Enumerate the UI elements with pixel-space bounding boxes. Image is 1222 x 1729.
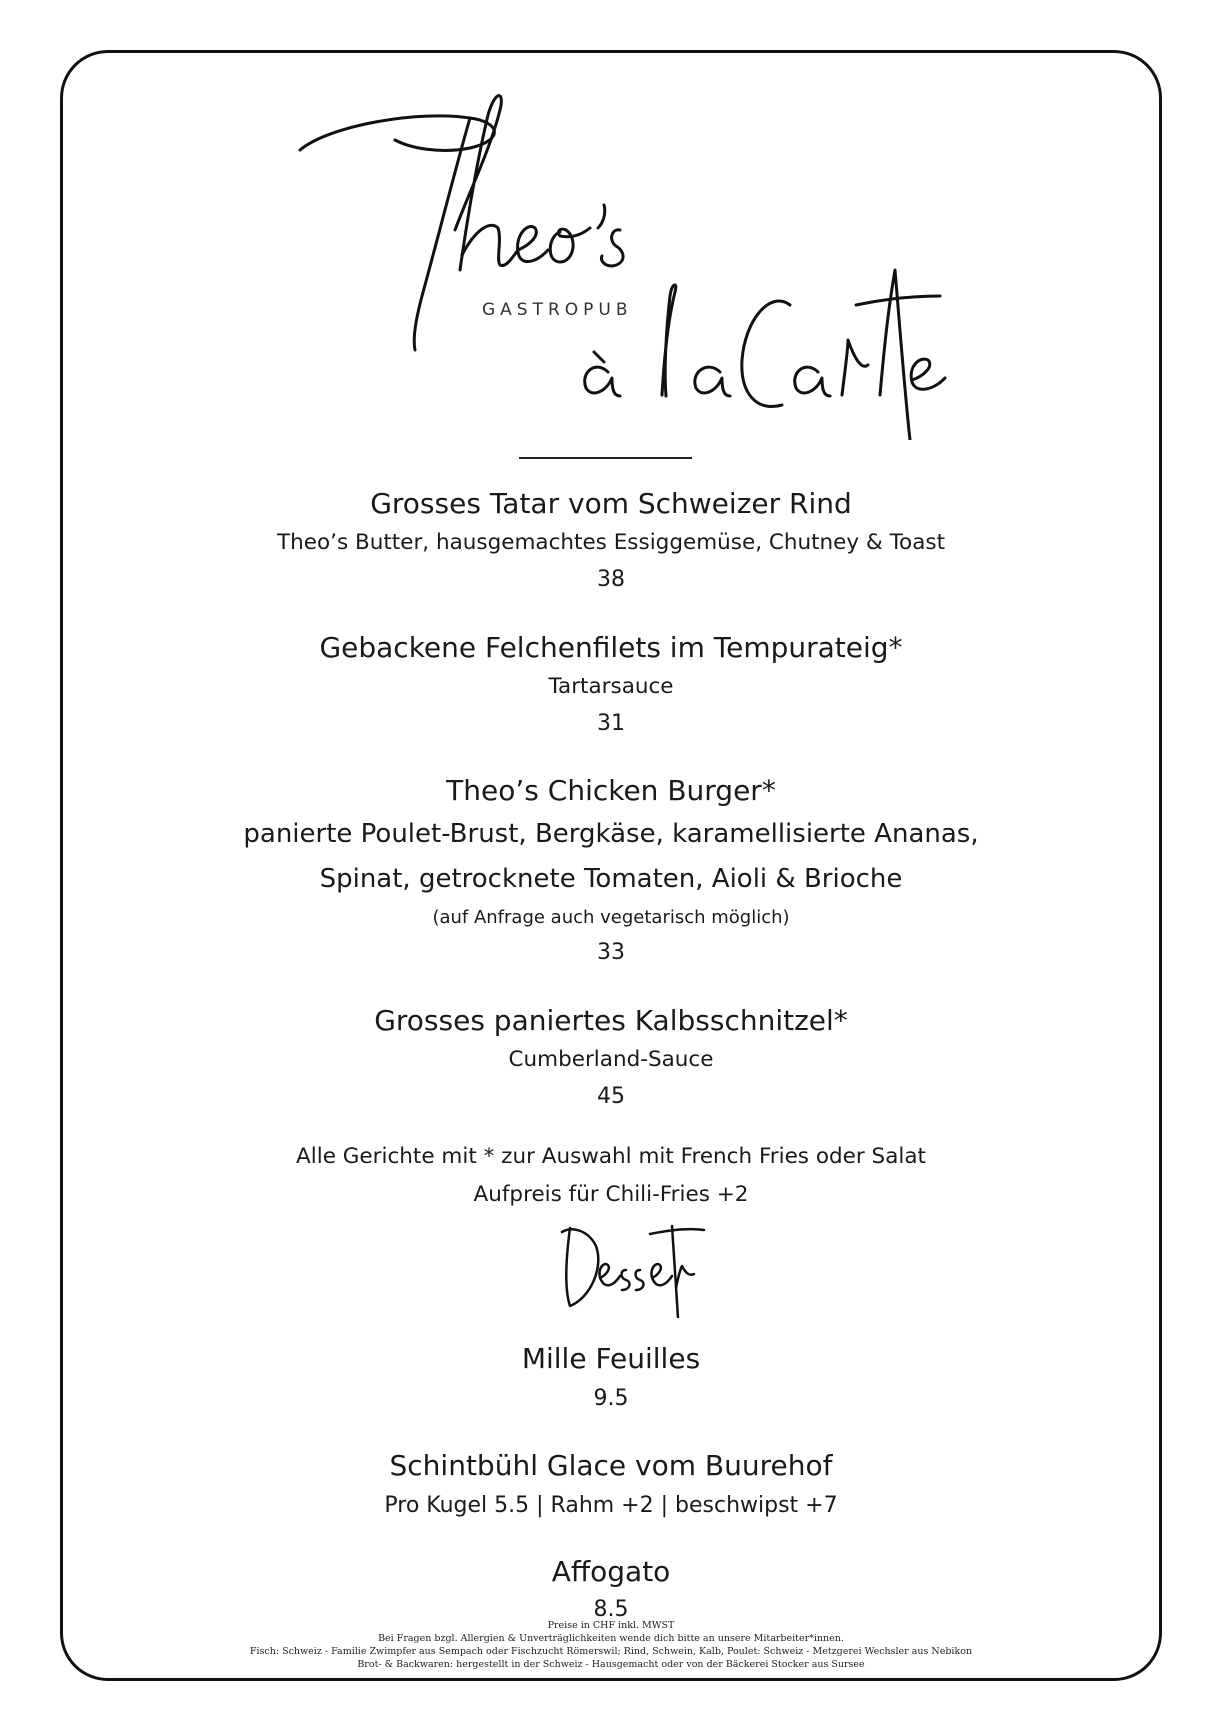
gastropub-subtitle: GASTROPUB <box>482 300 633 320</box>
menu-item <box>60 1551 1162 1627</box>
dish-description-line: Spinat, getrocknete Tomaten, Aioli & Brioche <box>319 864 903 894</box>
dish-price: 31 <box>597 711 625 736</box>
side-info <box>60 1138 1162 1214</box>
dessert-title: Mille Feuilles <box>521 1342 701 1375</box>
dessert-title: Affogato <box>551 1555 671 1588</box>
dish-description: Cumberland-Sauce <box>508 1047 714 1072</box>
footer-line: Fisch: Schweiz - Familie Zwimpfer aus Sempach oder Fischzucht Römerswil; Rind, Schwein, Kalb, Poulet: Schweiz - Metzgerei Wechsler aus Nebikon <box>249 1646 973 1657</box>
menu-item <box>60 1000 1162 1116</box>
footer-line: Preise in CHF inkl. MWST <box>547 1620 675 1631</box>
theos-logo <box>0 0 1222 440</box>
header-divider <box>519 457 692 459</box>
dish-title: Gebackene Felchenfilets im Tempurateig* <box>319 631 903 664</box>
dish-note: (auf Anfrage auch vegetarisch möglich) <box>432 907 790 928</box>
menu-item-wrap <box>60 1445 1162 1525</box>
footer-fine-print <box>60 1619 1162 1671</box>
menu-item <box>60 1338 1162 1418</box>
side-info-line: Aufpreis für Chili-Fries +2 <box>473 1182 749 1207</box>
dish-price: 45 <box>597 1084 625 1109</box>
menu-item <box>60 627 1162 743</box>
dish-price: 33 <box>597 940 625 965</box>
desserts-section <box>60 1338 1162 1418</box>
dessert-title: Schintbühl Glace vom Buurehof <box>389 1449 833 1482</box>
dish-description-line: panierte Poulet-Brust, Bergkäse, karamellisierte Ananas, <box>243 819 979 849</box>
dish-description: Tartarsauce <box>548 674 674 699</box>
dessert-heading-script <box>0 1218 1222 1318</box>
side-info-line: Alle Gerichte mit * zur Auswahl mit French Fries oder Salat <box>296 1144 926 1169</box>
menu-item <box>60 1445 1162 1525</box>
dish-title: Grosses paniertes Kalbsschnitzel* <box>374 1004 848 1037</box>
dish-description: Theo’s Butter, hausgemachtes Essiggemüse, Chutney & Toast <box>276 530 946 555</box>
dish-title: Theo’s Chicken Burger* <box>446 774 776 807</box>
menu-item-wrap <box>60 1000 1162 1116</box>
menu-item <box>60 483 1162 599</box>
main-dishes-section <box>60 483 1162 599</box>
footer-line: Brot- & Backwaren: hergestellt in der Schweiz - Hausgemacht oder von der Bäckerei Stocker aus Sursee <box>357 1659 865 1670</box>
dessert-price: 9.5 <box>593 1386 629 1411</box>
dish-title: Grosses Tatar vom Schweizer Rind <box>370 487 852 520</box>
dish-price: 38 <box>597 567 625 592</box>
menu-item-wrap <box>60 770 1162 972</box>
menu-item-wrap <box>60 627 1162 743</box>
menu-item <box>60 770 1162 972</box>
dessert-price: Pro Kugel 5.5 | Rahm +2 | beschwipst +7 <box>384 1493 838 1518</box>
menu-item-wrap <box>60 1551 1162 1627</box>
footer-line: Bei Fragen bzgl. Allergien & Unverträglichkeiten wende dich bitte an unsere Mitarbeiter*innen. <box>378 1633 844 1644</box>
dessert-price: 8.5 <box>593 1597 629 1622</box>
logo-area <box>0 0 1222 440</box>
